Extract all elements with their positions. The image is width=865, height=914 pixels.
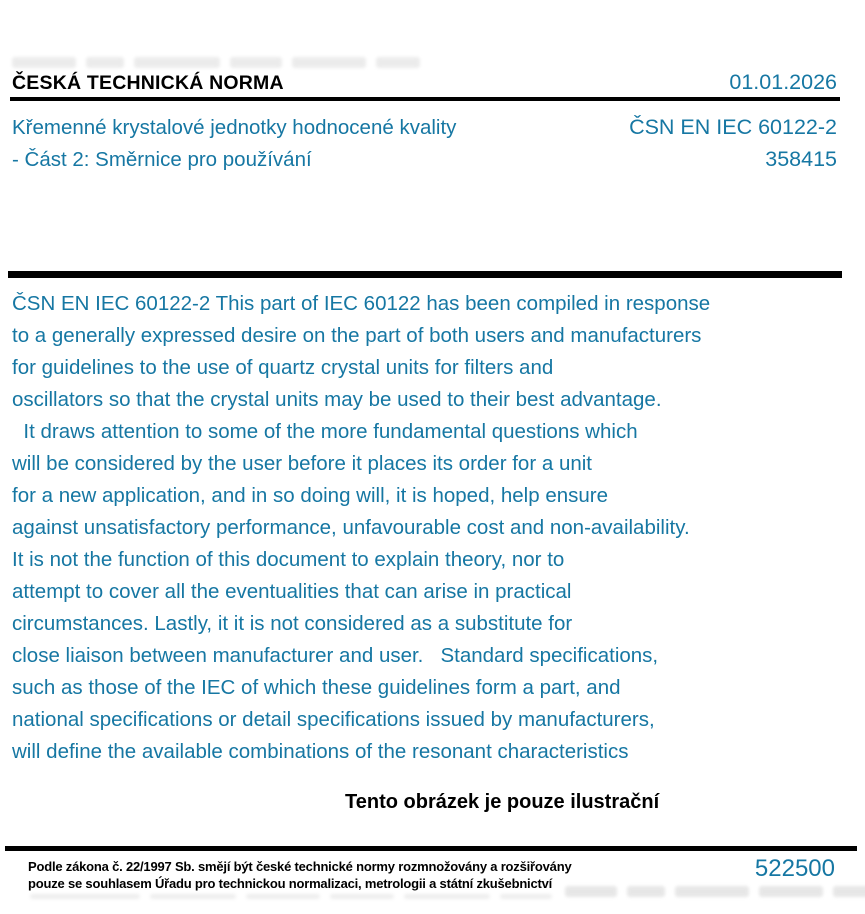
catalog-number: 522500 [754, 855, 835, 882]
abstract-line: to a generally expressed desire on the part of both users and manufacturers [12, 324, 702, 347]
abstract-line: circumstances. Lastly, it it is not considered as a substitute for [12, 612, 573, 635]
abstract-line: will be considered by the user before it places its order for a unit [12, 452, 592, 475]
abstract-line: close liaison between manufacturer and user. Standard specifications, [12, 644, 659, 667]
standard-code: ČSN EN IEC 60122-2 [629, 115, 837, 139]
organization-label: ČESKÁ TECHNICKÁ NORMA [12, 72, 284, 94]
abstract-line: for a new application, and in so doing will, it is hoped, help ensure [12, 484, 609, 507]
standard-title-line-2: - Část 2: Směrnice pro používání [12, 148, 312, 171]
separator-rule [8, 271, 842, 278]
abstract-line: attempt to cover all the eventualities that can arise in practical [12, 580, 572, 603]
class-code: 358415 [765, 147, 837, 171]
legal-notice-line-2: pouze se souhlasem Úřadu pro technickou normalizaci, metrologii a státní zkušebnictví [28, 875, 553, 891]
standard-title-line-1: Křemenné krystalové jednotky hodnocené kvality [12, 116, 457, 139]
abstract-line: national specifications or detail specifications issued by manufacturers, [12, 708, 655, 731]
legal-notice-line-1: Podle zákona č. 22/1997 Sb. smějí být české technické normy rozmnožovány a rozšiřovány [28, 859, 572, 874]
abstract-line: oscillators so that the crystal units may be used to their best advantage. [12, 388, 662, 411]
abstract-line: It is not the function of this document to explain theory, nor to [12, 548, 565, 571]
faded-text-remnant-bottom-left [30, 894, 552, 899]
abstract-line: It draws attention to some of the more fundamental questions which [12, 420, 638, 443]
abstract-line: ČSN EN IEC 60122-2 This part of IEC 60122 has been compiled in response [12, 292, 711, 315]
legal-notice [28, 859, 571, 892]
faded-text-remnant-top [12, 57, 420, 68]
footer-rule [5, 846, 857, 851]
abstract-text [12, 288, 855, 768]
title-row-1 [12, 115, 837, 140]
title-row-2 [12, 147, 837, 172]
valid-from-date: 01.01.2026 [729, 70, 837, 94]
abstract-line: against unsatisfactory performance, unfavourable cost and non-availability. [12, 516, 690, 539]
abstract-line: will define the available combinations of the resonant characteristics [12, 740, 629, 763]
abstract-line: for guidelines to the use of quartz crystal units for filters and [12, 356, 554, 379]
header-rule [10, 97, 840, 101]
abstract-line: such as those of the IEC of which these guidelines form a part, and [12, 676, 621, 699]
faded-text-remnant-bottom-right [565, 886, 865, 897]
header [12, 70, 837, 95]
illustrative-caption: Tento obrázek je pouze ilustrační [345, 791, 660, 813]
